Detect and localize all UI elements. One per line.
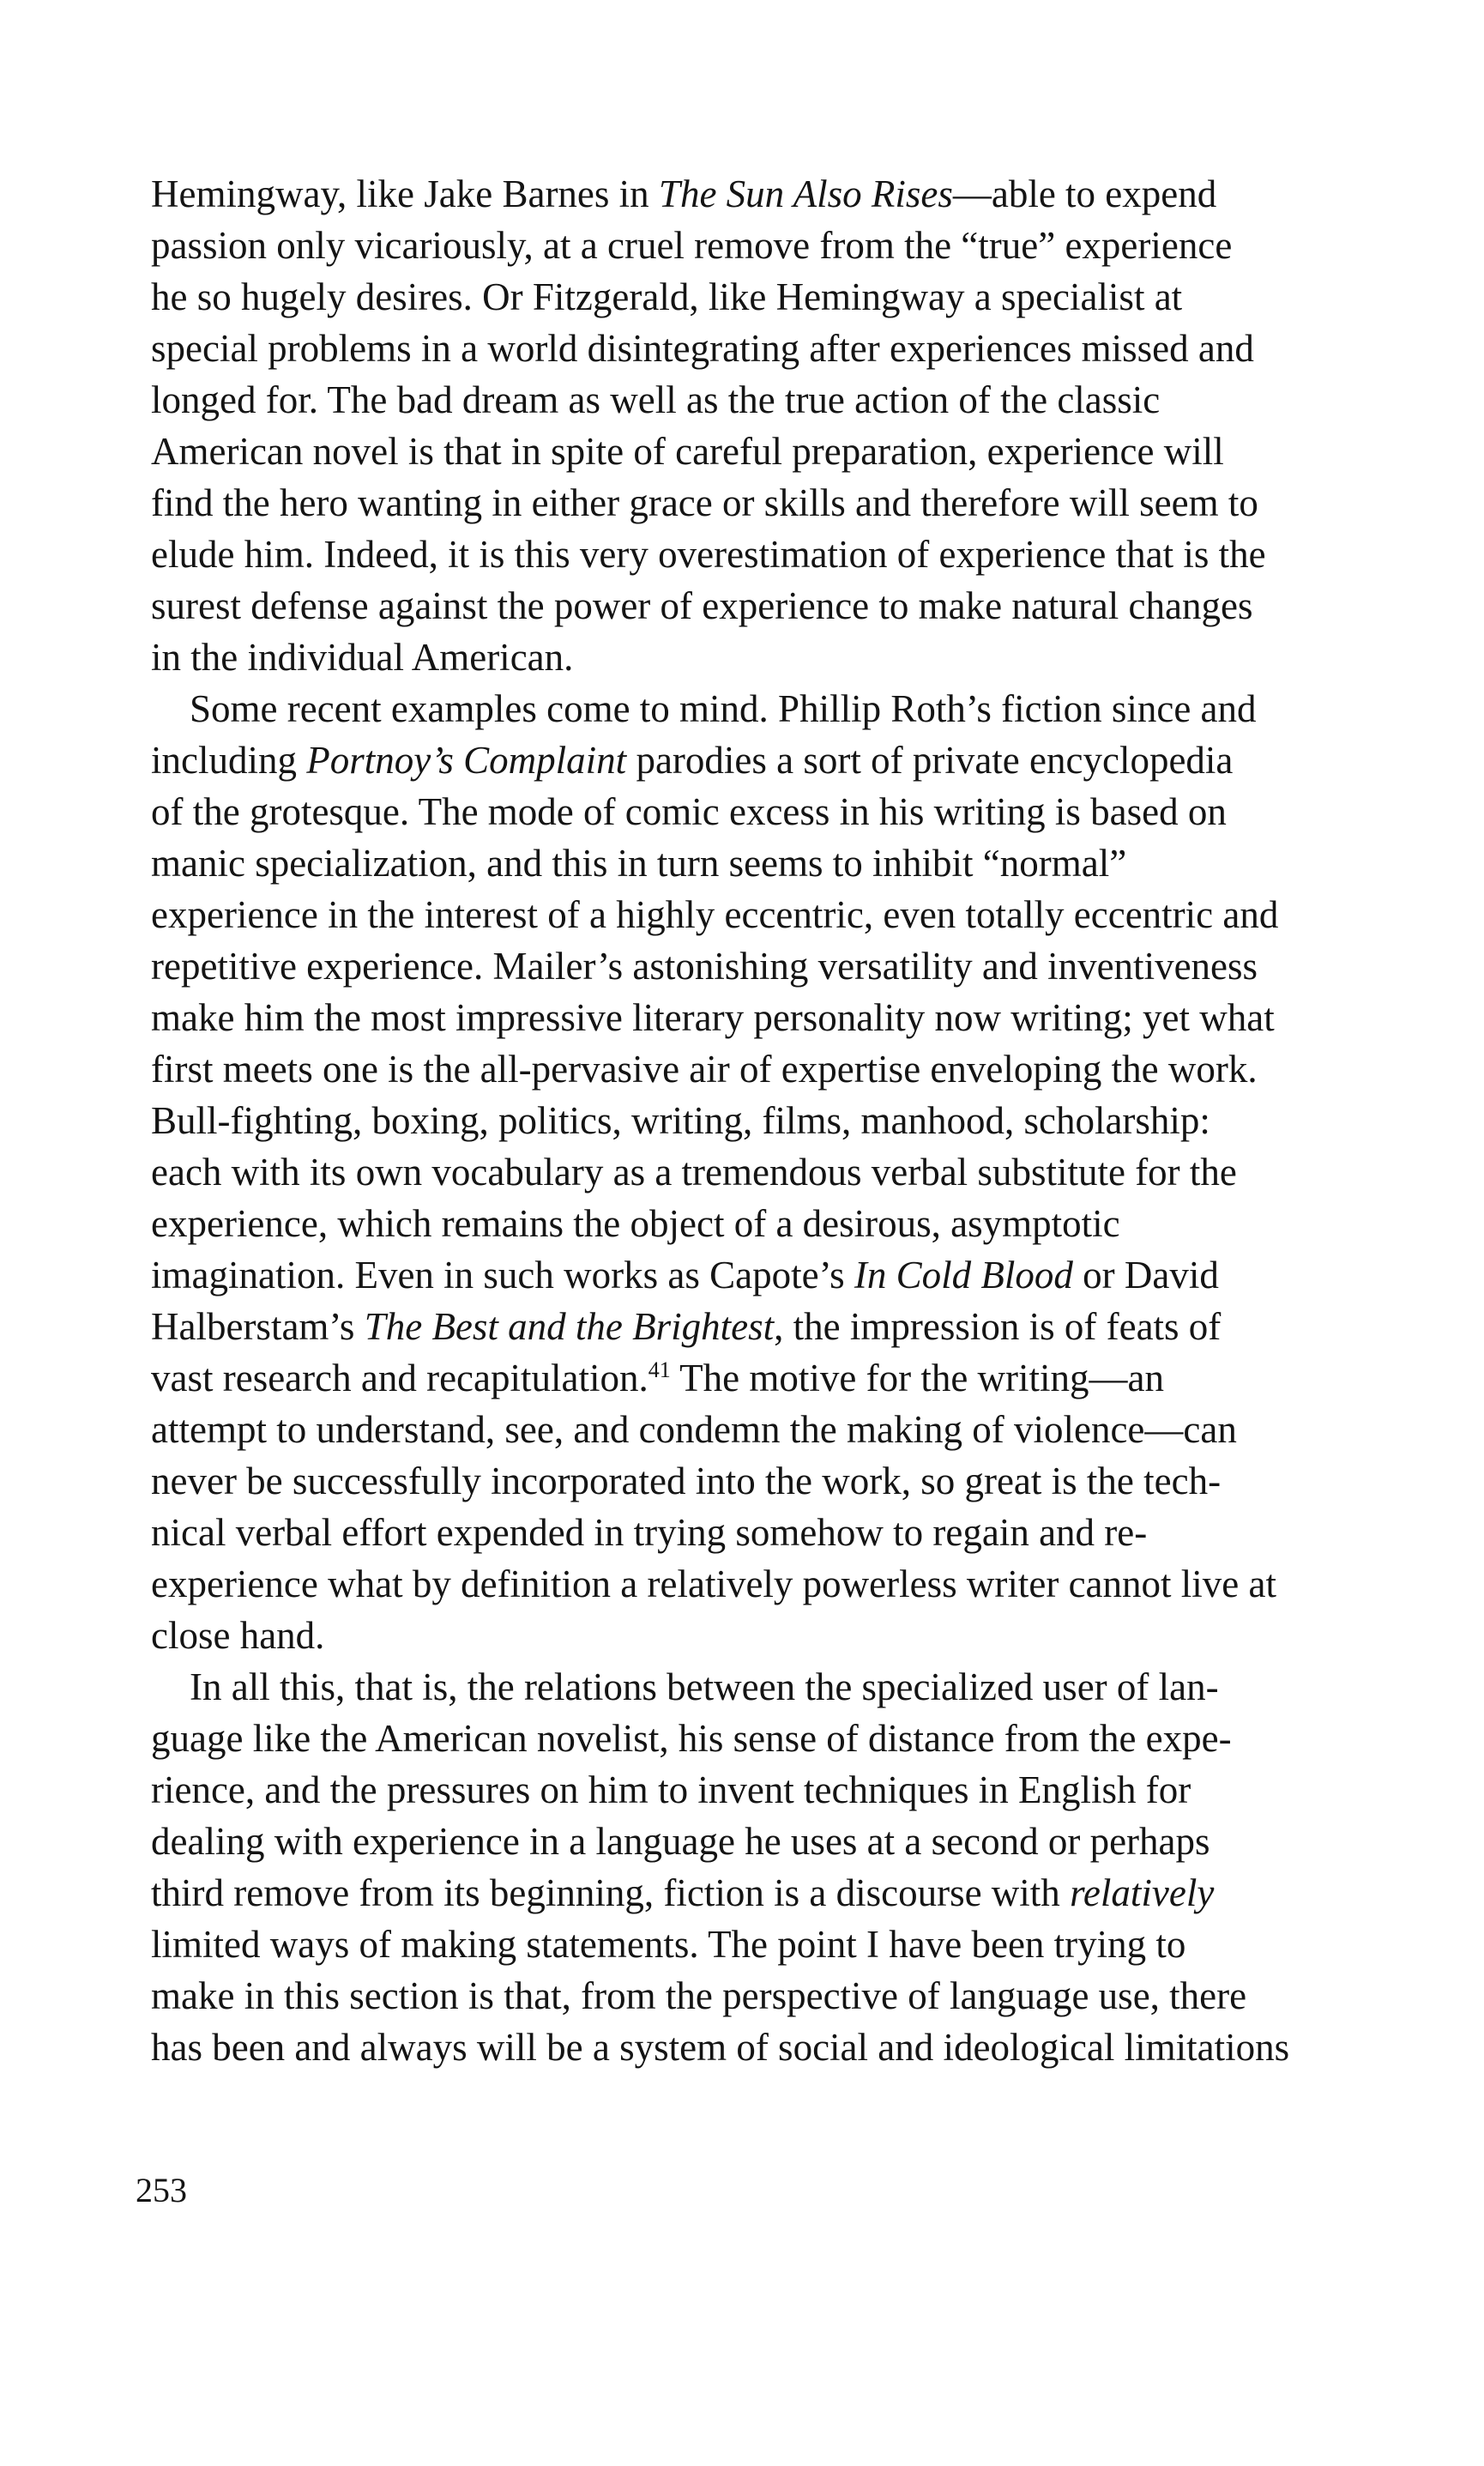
text-line <box>151 168 1343 220</box>
text-line <box>151 1558 1343 1610</box>
text-run: imagination. Even in such works as Capote’s <box>151 1254 854 1296</box>
italic-title: The Sun Also Rises <box>658 172 953 215</box>
text-run: Bull-fighting, boxing, politics, writing, films, manhood, scholarship: <box>151 1099 1210 1142</box>
text-line <box>151 2022 1343 2073</box>
text-line <box>151 1249 1343 1301</box>
italic-title: Portnoy’s Complaint <box>306 739 627 782</box>
text-line <box>151 940 1343 992</box>
text-line <box>151 889 1343 940</box>
text-line <box>151 1764 1343 1816</box>
text-run: manic specialization, and this in turn seems to inhibit “normal” <box>151 842 1127 885</box>
text-line <box>151 1043 1343 1095</box>
text-run: Some recent examples come to mind. Phillip Roth’s fiction since and <box>190 687 1257 730</box>
text-run: Hemingway, like Jake Barnes in <box>151 172 659 215</box>
text-run: elude him. Indeed, it is this very overestimation of experience that is the <box>151 533 1266 576</box>
text-run: guage like the American novelist, his sense of distance from the expe- <box>151 1717 1232 1760</box>
text-line <box>151 1970 1343 2022</box>
text-run: he so hugely desires. Or Fitzgerald, like Hemingway a specialist at <box>151 275 1183 318</box>
text-line <box>151 271 1343 323</box>
text-line <box>151 1146 1343 1198</box>
text-line <box>151 426 1343 477</box>
text-run: third remove from its beginning, fiction is a discourse with <box>151 1871 1071 1914</box>
text-line <box>151 1404 1343 1455</box>
italic-title: relatively <box>1070 1871 1215 1914</box>
text-run: limited ways of making statements. The point I have been trying to <box>151 1923 1186 1966</box>
text-run: —able to expend <box>952 172 1217 215</box>
body-text <box>151 168 1343 2073</box>
text-line <box>151 837 1343 889</box>
text-run: or David <box>1072 1254 1219 1296</box>
text-line <box>151 632 1343 683</box>
text-run: longed for. The bad dream as well as the true action of the classic <box>151 378 1161 421</box>
italic-title: In Cold Blood <box>854 1254 1073 1296</box>
text-run: has been and always will be a system of social and ideological limitations <box>151 2026 1290 2069</box>
text-line <box>151 220 1343 271</box>
text-run: in the individual American. <box>151 636 574 679</box>
text-run: rience, and the pressures on him to invent techniques in English for <box>151 1768 1191 1811</box>
text-line <box>151 580 1343 632</box>
text-line <box>151 683 1343 734</box>
text-run: of the grotesque. The mode of comic excess in his writing is based on <box>151 790 1227 833</box>
text-run: vast research and recapitulation. <box>151 1357 648 1399</box>
text-line <box>151 734 1343 786</box>
text-run: experience, which remains the object of a desirous, asymptotic <box>151 1202 1120 1245</box>
text-line <box>151 1198 1343 1249</box>
text-run: surest defense against the power of experience to make natural changes <box>151 584 1253 627</box>
text-run: parodies a sort of private encyclopedia <box>626 739 1234 782</box>
text-run: passion only vicariously, at a cruel remove from the “true” experience <box>151 224 1233 267</box>
text-run: close hand. <box>151 1614 325 1657</box>
text-run: make in this section is that, from the perspective of language use, there <box>151 1974 1247 2017</box>
text-run: , the impression is of feats of <box>774 1305 1222 1348</box>
text-line <box>151 992 1343 1043</box>
text-line <box>151 1919 1343 1970</box>
text-run: attempt to understand, see, and condemn the making of violence—can <box>151 1408 1237 1451</box>
text-line <box>151 1352 1343 1404</box>
text-run: make him the most impressive literary personality now writing; yet what <box>151 996 1275 1039</box>
text-run: find the hero wanting in either grace or skills and therefore will seem to <box>151 481 1258 524</box>
text-run: nical verbal effort expended in trying somehow to regain and re- <box>151 1511 1148 1554</box>
text-run: special problems in a world disintegrating after experiences missed and <box>151 327 1254 370</box>
text-line <box>151 477 1343 529</box>
text-run: American novel is that in spite of careful preparation, experience will <box>151 430 1224 473</box>
text-line <box>151 323 1343 374</box>
text-line <box>151 1661 1343 1713</box>
text-run: repetitive experience. Mailer’s astonishing versatility and inventiveness <box>151 945 1258 988</box>
text-line <box>151 1867 1343 1919</box>
italic-title: The Best and the Brightest <box>364 1305 775 1348</box>
text-run: each with its own vocabulary as a tremendous verbal substitute for the <box>151 1151 1237 1194</box>
text-run: In all this, that is, the relations between the specialized user of lan- <box>190 1665 1219 1708</box>
text-run: dealing with experience in a language he uses at a second or perhaps <box>151 1820 1210 1863</box>
text-run: experience in the interest of a highly eccentric, even totally eccentric and <box>151 893 1279 936</box>
text-line <box>151 1095 1343 1146</box>
page-number: 253 <box>136 2171 187 2209</box>
text-run: The motive for the writing—an <box>670 1357 1165 1399</box>
text-line <box>151 1713 1343 1764</box>
text-run: Halberstam’s <box>151 1305 365 1348</box>
text-line <box>151 1816 1343 1867</box>
text-line <box>151 1455 1343 1507</box>
text-line <box>151 786 1343 837</box>
text-run: including <box>151 739 307 782</box>
text-line <box>151 1610 1343 1661</box>
footnote-marker: 41 <box>648 1357 671 1382</box>
text-run: never be successfully incorporated into the work, so great is the tech- <box>151 1460 1222 1502</box>
text-line <box>151 529 1343 580</box>
text-line <box>151 1301 1343 1352</box>
text-run: experience what by definition a relatively powerless writer cannot live at <box>151 1562 1276 1605</box>
text-line <box>151 1507 1343 1558</box>
text-line <box>151 374 1343 426</box>
text-run: first meets one is the all-pervasive air of expertise enveloping the work. <box>151 1048 1258 1091</box>
